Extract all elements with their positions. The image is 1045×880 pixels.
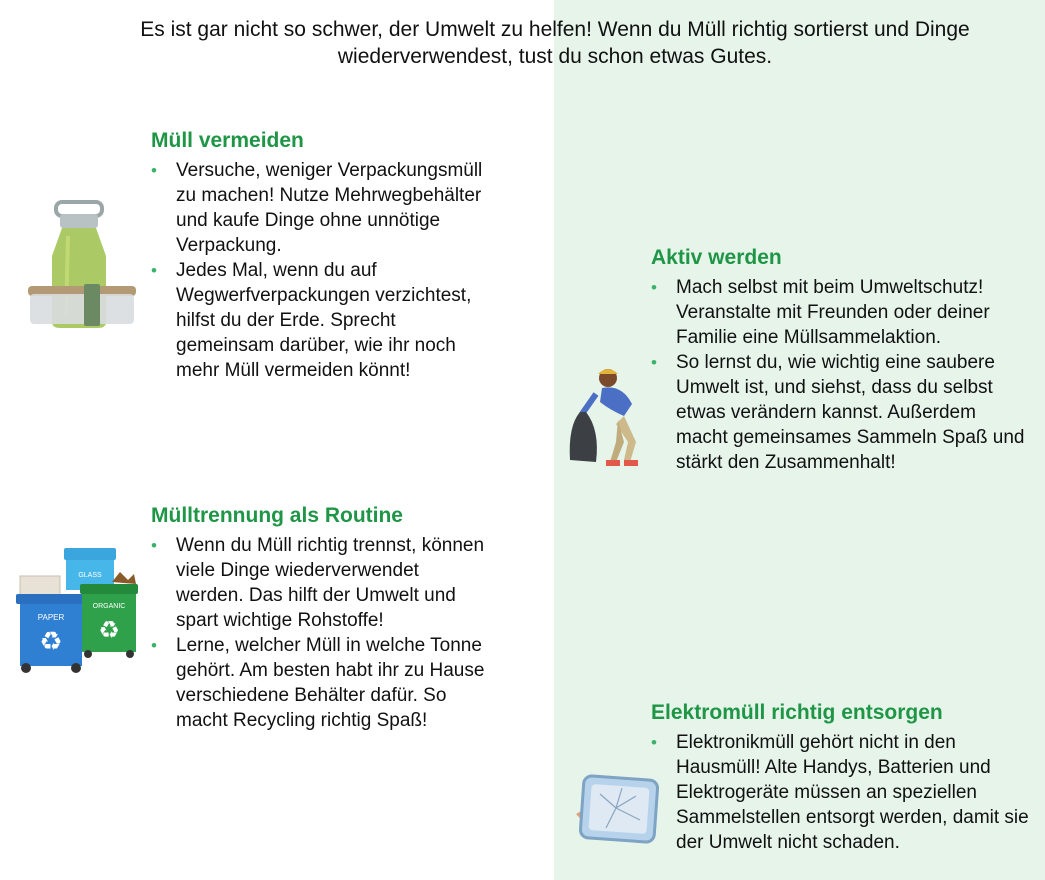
section-muell-vermeiden [151, 128, 491, 383]
section-title: Aktiv werden [651, 246, 782, 269]
section-muelltrennung [151, 503, 491, 733]
list-item: • Versuche, weniger Verpackungsmüll zu machen! Nutze Mehrwegbehälter und kaufe Dinge ohne unnötige Verpackung. [151, 158, 491, 258]
person-collecting-trash-icon [566, 364, 658, 470]
bullet-list [651, 730, 1031, 855]
recycling-bins-icon [16, 544, 140, 676]
section-aktiv-werden [651, 245, 1031, 475]
section-title: Mülltrennung als Routine [151, 504, 403, 527]
reusable-bottle-icon [26, 196, 138, 332]
list-item: • Elektronikmüll gehört nicht in den Hausmüll! Alte Handys, Batterien und Elektrogeräte müssen an speziellen Sammelstellen entsorgt werden, damit sie der Umwelt nicht schaden. [651, 730, 1031, 855]
list-item: • Jedes Mal, wenn du auf Wegwerfverpackungen verzichtest, hilfst du der Erde. Sprecht gemeinsam darüber, wie ihr noch mehr Müll vermeiden könnt! [151, 258, 491, 383]
bullet-list [651, 275, 1031, 475]
section-elektromuell [651, 700, 1031, 855]
bullet-list [151, 158, 491, 383]
section-title: Elektromüll richtig entsorgen [651, 701, 943, 724]
intro-text: Es ist gar nicht so schwer, der Umwelt zu helfen! Wenn du Müll richtig sortierst und Dinge wiederverwendest, tust du schon etwas Gutes. [140, 18, 970, 68]
section-title: Müll vermeiden [151, 129, 304, 152]
glass-bin-label: GLASS [78, 572, 102, 579]
broken-device-icon [570, 774, 662, 846]
recycle-symbol-icon: ♻ [98, 617, 120, 644]
list-item: • Wenn du Müll richtig trennst, können viele Dinge wiederverwendet werden. Das hilft der Umwelt und spart wichtige Rohstoffe! [151, 533, 491, 633]
recycle-symbol-icon: ♻ [39, 626, 63, 656]
list-item: • Mach selbst mit beim Umweltschutz! Veranstalte mit Freunden oder deiner Familie eine Müllsammelaktion. [651, 275, 1031, 350]
paper-bin-label: PAPER [37, 613, 65, 622]
bullet-list [151, 533, 491, 733]
list-item: • Lerne, welcher Müll in welche Tonne gehört. Am besten habt ihr zu Hause verschiedene Behälter dafür. So macht Recycling richtig Spaß! [151, 633, 491, 733]
organic-bin-label: ORGANIC [92, 603, 126, 610]
list-item: • So lernst du, wie wichtig eine saubere Umwelt ist, und siehst, dass du selbst etwas verändern kannst. Außerdem macht gemeinsames Sammeln Spaß und stärkt den Zusammenhalt! [651, 350, 1031, 475]
